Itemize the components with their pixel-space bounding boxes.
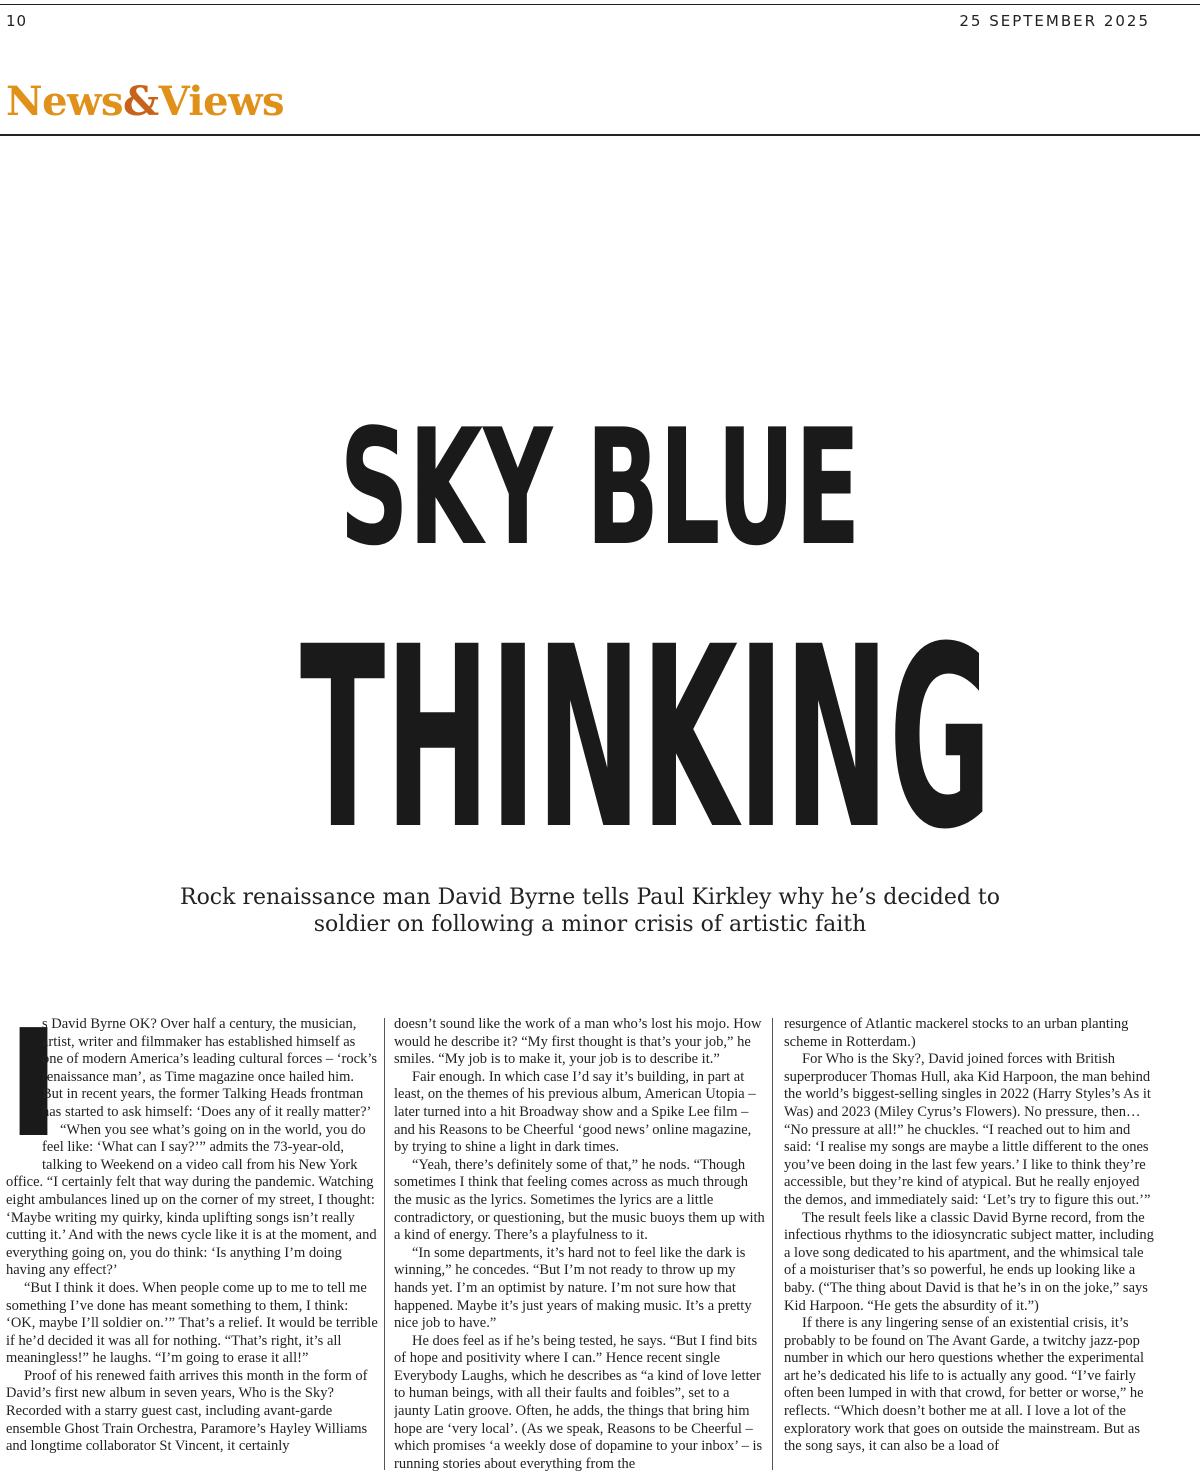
paragraph: “But I think it does. When people come up to me to tell me something I’ve done has meant something to them, I think: ‘OK, maybe I’ll soldier on.’” That’s a relief. It would be terrible if he’d decided it was all for nothing. “That’s right, it’s all meaningless!” he laughs. “I’m going to erase it all!”: [6, 1279, 378, 1367]
paragraph: The result feels like a classic David Byrne record, from the infectious rhythms to the idiosyncratic subject matter, including a love song dedicated to his apartment, and the whimsical tale of a moisturiser that’s so powerful, he ends up looking like a baby. (“The thing about David is that he’s in on the joke,” says Kid Harpoon. “He gets the absurdity of it.”): [784, 1209, 1154, 1314]
column-rule: [384, 1018, 385, 1470]
standfirst: Rock renaissance man David Byrne tells Paul Kirkley why he’s decided to soldier on following a minor crisis of artistic faith: [180, 885, 1000, 937]
article-column-1: [6, 1016, 378, 1471]
headline-line-2: THINKING: [300, 593, 992, 884]
section-title-ampersand: &: [122, 78, 159, 125]
headline-line-1: SKY BLUE: [339, 394, 861, 581]
article-column-2: [394, 1016, 766, 1471]
paragraph: Fair enough. In which case I’d say it’s building, in part at least, on the themes of his previous album, American Utopia – later turned into a hit Broadway show and a Spike Lee film – and his Reasons to be Cheerful ‘good news’ online magazine, by trying to shine a light in dark times.: [394, 1068, 756, 1156]
paragraph: If there is any lingering sense of an existential crisis, it’s probably to be found on The Avant Garde, a twitchy jazz-pop number in which our hero questions whether the experimental art he’s dedicated his life to is actually any good. “I’ve fairly often been lumped in with that crowd, for better or worse,” he reflects. “Which doesn’t bother me at all. I love a lot of the exploratory work that goes on outside the mainstream. But as the song says, it can also be a load of: [784, 1315, 1144, 1455]
column-rule: [772, 1018, 773, 1470]
paragraph: “Yeah, there’s definitely some of that,” he nods. “Though sometimes I think that feeling comes across as much through the music as the lyrics. Sometimes the lyrics are a little contradictory, or questioning, but the music buoys them up with a kind of energy. There’s a playfulness to it.: [394, 1156, 765, 1244]
paragraph: resurgence of Atlantic mackerel stocks to an urban planting scheme in Rotterdam.): [784, 1016, 1129, 1050]
drop-cap: I: [6, 1016, 62, 1170]
section-rule: [0, 134, 1200, 136]
article-column-3: [784, 1016, 1156, 1471]
page-number: 10: [6, 12, 28, 30]
paragraph: For Who is the Sky?, David joined forces with British superproducer Thomas Hull, aka Kid Harpoon, the man behind the world’s biggest-selling singles in 2022 (Harry Styles’s As it Was) and 2023 (Miley Cyrus’s Flowers). No pressure, then… “No pressure at all!” he chuckles. “I reached out to him and said: ‘I realise my songs are maybe a little different to the ones you’ve been doing in the last few years.’ I like to think they’re accessible, but they’re kind of atypical. But he really enjoyed the demos, and immediately said: ‘Let’s try to figure this out.’”: [784, 1051, 1151, 1208]
section-title-part2: Views: [158, 78, 285, 125]
paragraph: Proof of his renewed faith arrives this month in the form of David’s first new album in seven years, Who is the Sky? Recorded with a starry guest cast, including avant-garde ensemble Ghost Train Orchestra, Paramore’s Hayley Williams and longtime collaborator St Vincent, it certainly: [6, 1367, 368, 1455]
top-rule: [0, 4, 1200, 5]
issue-date: 25 SEPTEMBER 2025: [959, 12, 1150, 30]
paragraph: s David Byrne OK? Over half a century, the musician, artist, writer and filmmaker has established himself as one of modern America’s leading cultural forces – ‘rock’s renaissance man’, as Time magazine once hailed him. But in recent years, the former Talking Heads frontman has started to ask himself: ‘Does any of it really matter?’: [42, 1016, 377, 1120]
section-title: [6, 78, 284, 125]
paragraph: “In some departments, it’s hard not to feel like the dark is winning,” he concedes. “But I’m not ready to throw up my hands yet. I’m an optimist by nature. I’m not sure how that happened. Maybe it’s just years of making music. It’s a pretty nice job to have.”: [394, 1244, 752, 1332]
paragraph: “When you see what’s going on in the world, you do feel like: ‘What can I say?’” admits the 73-year-old, talking to Weekend on a video call from his New York office. “I certainly felt that way during the pandemic. Watching eight ambulances lined up on the corner of my street, I thought: ‘Maybe writing my quirky, kinda uplifting songs isn’t really cutting it.’ And with the news cycle like it is at the moment, and everything going on, you do think: ‘Is anything I’m doing having any effect?’: [6, 1121, 377, 1279]
paragraph: He does feel as if he’s being tested, he says. “But I find bits of hope and positivity where I can.” Hence recent single Everybody Laughs, which he describes as “a kind of love letter to human beings, with all their faults and foibles”, set to a jaunty Latin groove. Often, he adds, the things that bring him hope are ‘very local’. (As we speak, Reasons to be Cheerful – which promises ‘a weekly dose of dopamine to your inbox’ – is running stories about everything from the: [394, 1332, 763, 1471]
section-title-part1: News: [6, 78, 123, 125]
paragraph: doesn’t sound like the work of a man who’s lost his mojo. How would he describe it? “My first thought is that’s your job,” he smiles. “My job is to make it, your job is to describe it.”: [394, 1016, 762, 1068]
